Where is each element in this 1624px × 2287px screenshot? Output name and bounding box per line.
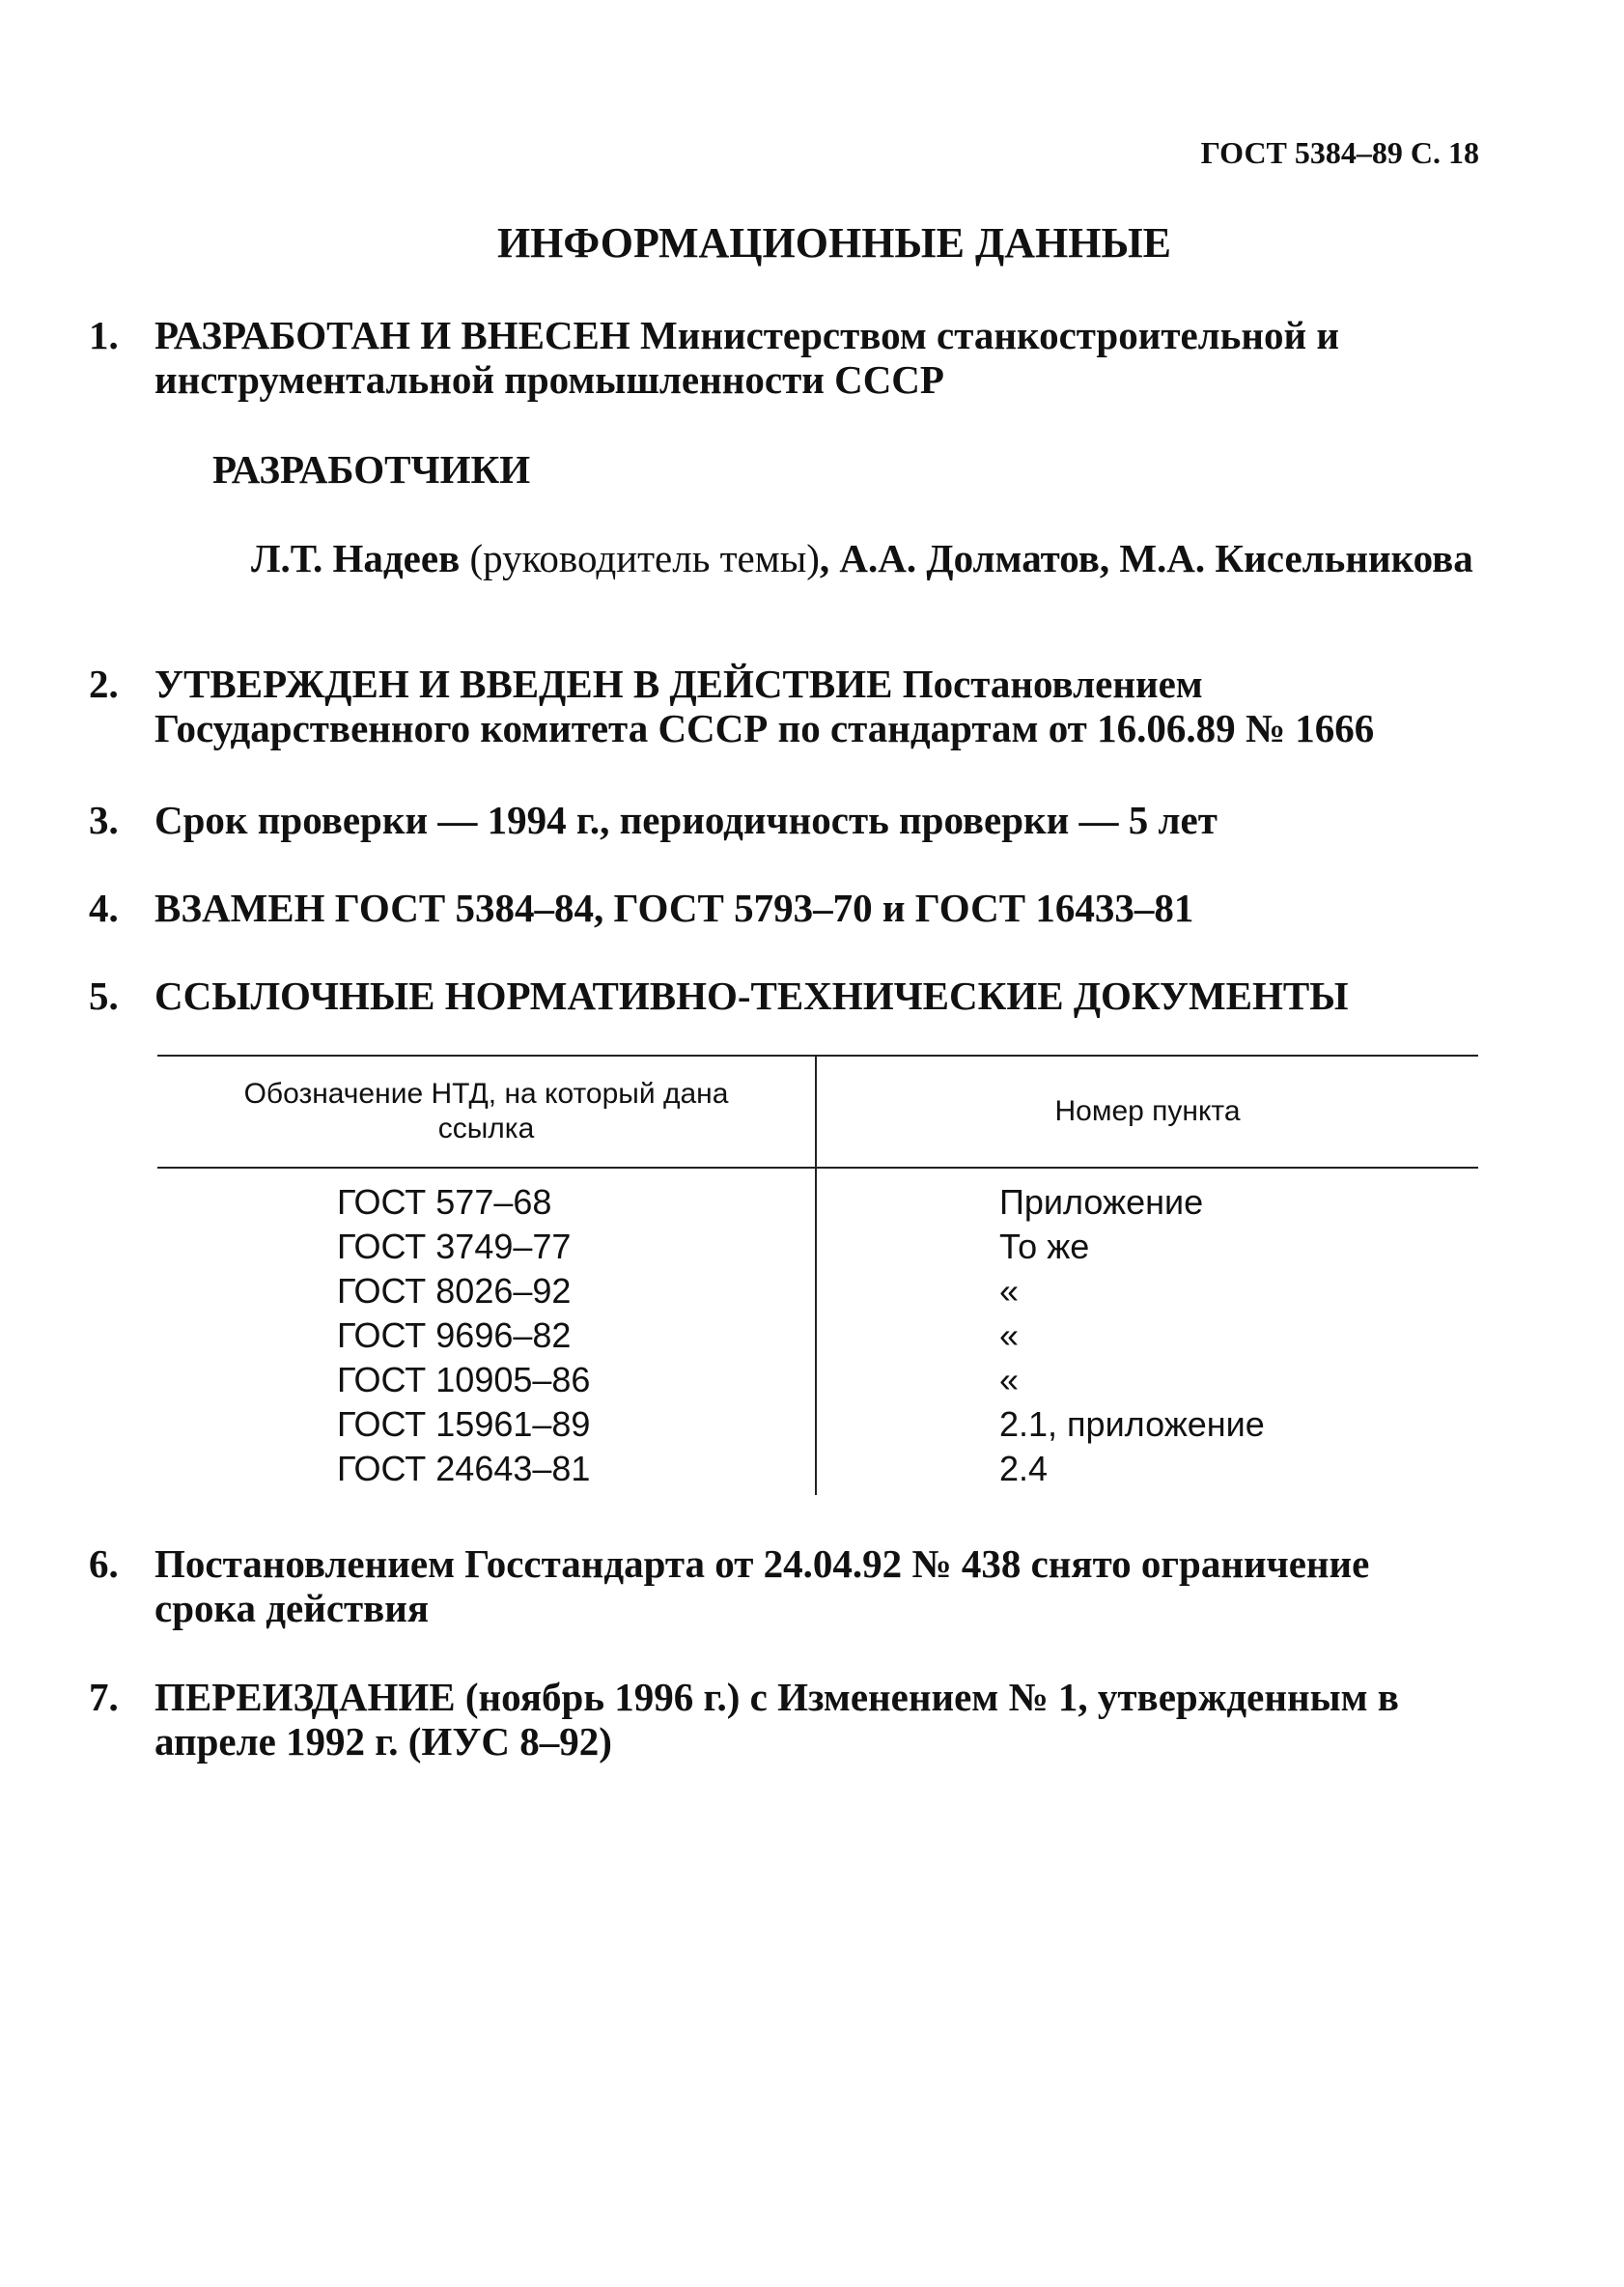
item-4-text: ВЗАМЕН ГОСТ 5384–84, ГОСТ 5793–70 и ГОСТ 16433–81 bbox=[154, 886, 1194, 930]
table-cell: « bbox=[999, 1271, 1020, 1311]
table-cell: « bbox=[999, 1315, 1020, 1355]
table-body bbox=[157, 1169, 1478, 1495]
table-cell: ГОСТ 8026–92 bbox=[337, 1271, 572, 1311]
item-1-text: Министерством станкостроительной и инструментальной промышленности СССР bbox=[154, 313, 1339, 402]
item-5-number: 5. bbox=[89, 974, 119, 1018]
item-3-number: 3. bbox=[89, 798, 119, 842]
item-3 bbox=[89, 798, 1477, 842]
table-cell: ГОСТ 15961–89 bbox=[337, 1404, 591, 1444]
item-1-lead: РАЗРАБОТАН И ВНЕСЕН bbox=[154, 313, 630, 357]
item-2-text: Постановлением Государственного комитета СССР по стандартам от 16.06.89 № 1666 bbox=[154, 662, 1375, 750]
item-6 bbox=[89, 1541, 1477, 1630]
table-cell: 2.1, приложение bbox=[999, 1404, 1265, 1444]
item-5-text: ССЫЛОЧНЫЕ НОРМАТИВНО-ТЕХНИЧЕСКИЕ ДОКУМЕНТЫ bbox=[154, 974, 1349, 1018]
developers-heading: РАЗРАБОТЧИКИ bbox=[212, 447, 531, 492]
table-header-row bbox=[157, 1057, 1478, 1167]
table-column-designation bbox=[157, 1169, 817, 1495]
table-column-clause bbox=[817, 1169, 1478, 1495]
item-7-number: 7. bbox=[89, 1675, 119, 1719]
item-7-lead: ПЕРЕИЗДАНИЕ bbox=[154, 1675, 456, 1719]
page-header: ГОСТ 5384–89 С. 18 bbox=[1200, 135, 1479, 170]
item-2 bbox=[89, 662, 1477, 750]
item-2-number: 2. bbox=[89, 662, 119, 706]
item-4-number: 4. bbox=[89, 886, 119, 930]
developer-names-prefix: Л.Т. Надеев bbox=[251, 536, 470, 580]
table-header-clause: Номер пункта bbox=[1054, 1095, 1241, 1127]
table-cell: Приложение bbox=[999, 1182, 1204, 1222]
table-cell: ГОСТ 10905–86 bbox=[337, 1360, 591, 1399]
item-6-text: Постановлением Госстандарта от 24.04.92 № 438 снято ограничение срока действия bbox=[154, 1541, 1370, 1630]
document-title: ИНФОРМАЦИОННЫЕ ДАННЫЕ bbox=[496, 219, 1172, 267]
item-5 bbox=[89, 974, 1477, 1018]
references-table bbox=[157, 1055, 1478, 1495]
item-3-text: Срок проверки — 1994 г., периодичность проверки — 5 лет bbox=[154, 798, 1218, 842]
table-cell: ГОСТ 577–68 bbox=[337, 1182, 552, 1222]
item-1-number: 1. bbox=[89, 313, 119, 357]
item-1 bbox=[89, 313, 1477, 402]
table-cell: 2.4 bbox=[999, 1449, 1049, 1488]
developer-names-rest: , А.А. Долматов, М.А. Кисельникова bbox=[819, 536, 1473, 580]
table-cell: То же bbox=[999, 1227, 1090, 1266]
item-7-text: (ноябрь 1996 г.) с Изменением № 1, утвержденным в апреле 1992 г. (ИУС 8–92) bbox=[154, 1675, 1399, 1764]
table-cell: ГОСТ 3749–77 bbox=[337, 1227, 572, 1266]
developers-list bbox=[251, 536, 1477, 580]
item-7 bbox=[89, 1675, 1477, 1764]
item-6-number: 6. bbox=[89, 1541, 119, 1586]
table-cell: ГОСТ 24643–81 bbox=[337, 1449, 591, 1488]
item-4 bbox=[89, 886, 1477, 930]
table-cell: « bbox=[999, 1360, 1020, 1399]
developer-role: (руководитель темы) bbox=[469, 536, 820, 580]
table-header-designation: Обозначение НТД, на который дана ссылка bbox=[157, 1057, 817, 1167]
table-cell: ГОСТ 9696–82 bbox=[337, 1315, 572, 1355]
item-2-lead: УТВЕРЖДЕН И ВВЕДЕН В ДЕЙСТВИЕ bbox=[154, 662, 893, 706]
